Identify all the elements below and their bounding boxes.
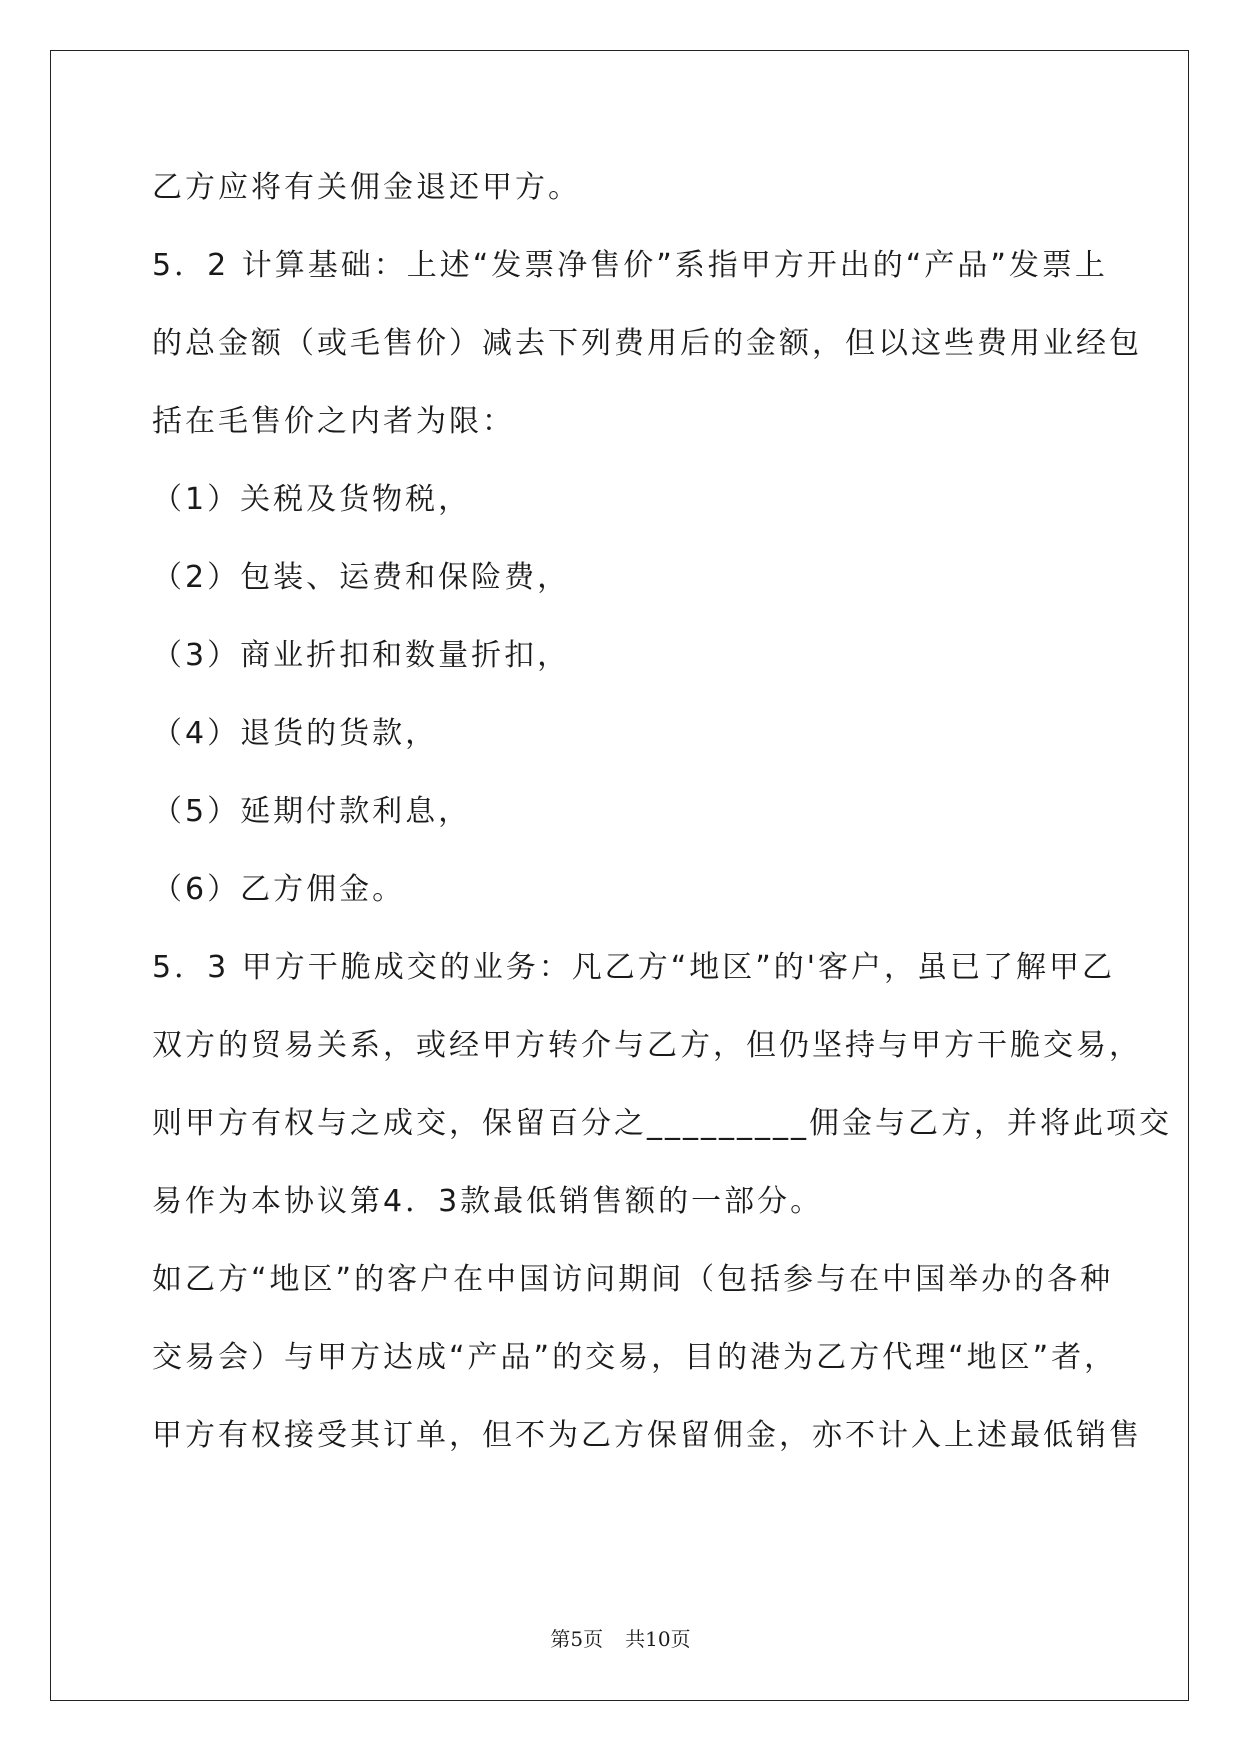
page-number: 第5页 xyxy=(550,1627,604,1651)
text-line: 则甲方有权与之成交，保留百分之_________佣金与乙方，并将此项交 xyxy=(152,1106,1172,1141)
text-line: 5．3 甲方干脆成交的业务：凡乙方“地区”的'客户，虽已了解甲乙 xyxy=(152,950,1116,985)
document-body xyxy=(152,168,1172,1494)
text-line: 括在毛售价之内者为限： xyxy=(152,404,515,439)
text-line: 乙方应将有关佣金退还甲方。 xyxy=(152,170,581,205)
text-line: 易作为本协议第4．3款最低销售额的一部分。 xyxy=(152,1184,824,1219)
list-item: （5）延期付款利息， xyxy=(152,794,472,829)
list-item: （3）商业折扣和数量折扣， xyxy=(152,638,571,673)
list-item: （6）乙方佣金。 xyxy=(152,872,406,907)
list-item: （4）退货的货款， xyxy=(152,716,439,751)
list-item: （1）关税及货物税， xyxy=(152,482,472,517)
list-item: （2）包装、运费和保险费， xyxy=(152,560,571,595)
page-total: 共10页 xyxy=(625,1627,691,1651)
text-line: 如乙方“地区”的客户在中国访问期间（包括参与在中国举办的各种 xyxy=(152,1262,1114,1297)
text-line: 甲方有权接受其订单，但不为乙方保留佣金，亦不计入上述最低销售 xyxy=(152,1418,1142,1453)
page-footer xyxy=(0,1627,1241,1651)
text-line: 5．2 计算基础：上述“发票净售价”系指甲方开出的“产品”发票上 xyxy=(152,248,1108,283)
text-line: 的总金额（或毛售价）减去下列费用后的金额，但以这些费用业经包 xyxy=(152,326,1142,361)
text-line: 交易会）与甲方达成“产品”的交易，目的港为乙方代理“地区”者， xyxy=(152,1340,1118,1375)
text-line: 双方的贸易关系，或经甲方转介与乙方，但仍坚持与甲方干脆交易， xyxy=(152,1028,1142,1063)
